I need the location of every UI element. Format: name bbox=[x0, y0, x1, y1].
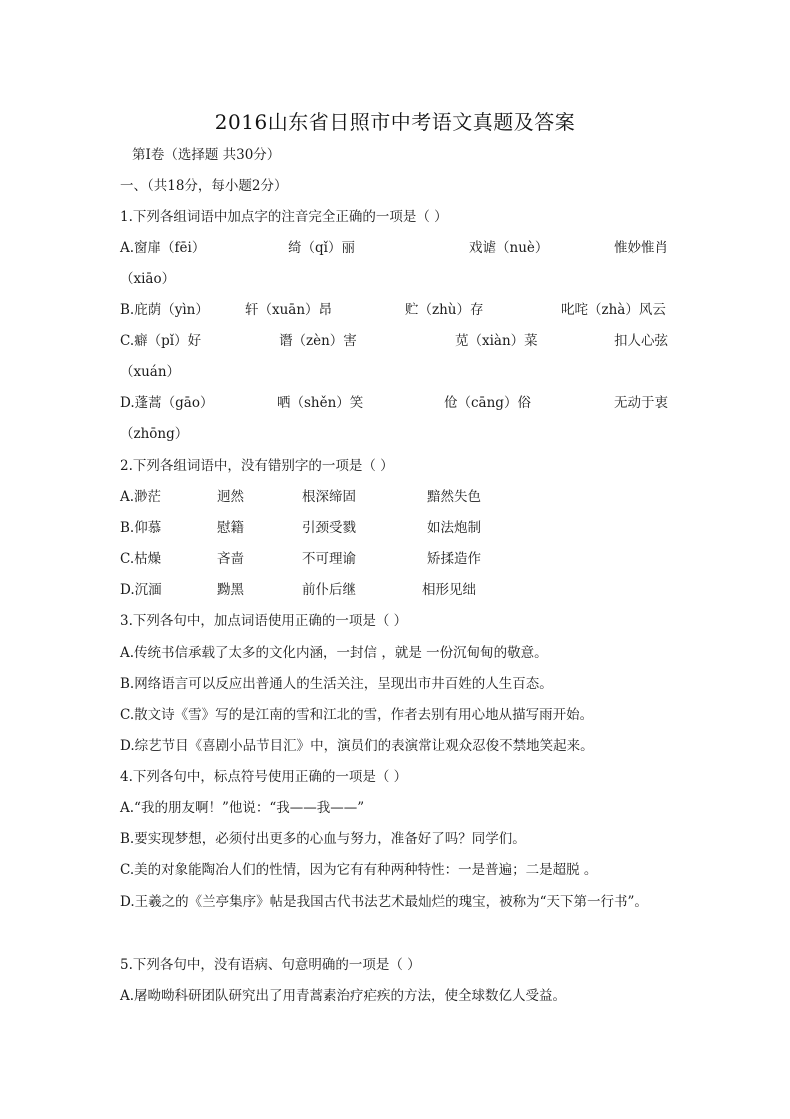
question-4-option-c: C.美的对象能陶冶人们的性情，因为它有有种两种特性：一是普遍；二是超脱 。 bbox=[120, 862, 598, 878]
option-c-word-3: 不可理谕 bbox=[302, 551, 356, 567]
question-2-option-c bbox=[0, 550, 790, 568]
question-5-stem: 5.下列各句中，没有语病、句意明确的一项是（ ） bbox=[120, 957, 421, 973]
option-c-item-2: 谮（zèn）害 bbox=[279, 333, 357, 349]
question-2-option-b bbox=[0, 519, 790, 537]
option-a-item-3: 戏谑（nuè） bbox=[469, 240, 549, 256]
question-1-option-d-continued: （zhōng） bbox=[120, 426, 189, 442]
question-1-option-c bbox=[0, 332, 790, 350]
question-3-option-c: C.散文诗《雪》写的是江南的雪和江北的雪，作者去别有用心地从描写雨开始。 bbox=[120, 707, 594, 723]
option-d-word-2: 黝黑 bbox=[217, 582, 244, 598]
section-heading: 一、（共18分，每小题2分） bbox=[120, 178, 288, 194]
option-c-item-3: 苋（xiàn）菜 bbox=[455, 333, 538, 349]
option-d-word-1: D.沉湎 bbox=[120, 582, 162, 598]
option-d-item-1: D.蓬蒿（gāo） bbox=[120, 395, 214, 411]
option-a-word-1: A.渺茫 bbox=[120, 489, 162, 505]
question-4-option-b: B.要实现梦想，必须付出更多的心血与努力，准备好了吗？同学们。 bbox=[120, 831, 526, 847]
option-a-item-4: 惟妙惟肖 bbox=[614, 240, 668, 256]
option-c-item-1: C.癖（pǐ）好 bbox=[120, 333, 202, 349]
question-5-option-a: A.屠呦呦科研团队研究出了用青蒿素治疗疟疾的方法，使全球数亿人受益。 bbox=[120, 988, 567, 1004]
question-2-option-d bbox=[0, 581, 790, 599]
option-a-item-2: 绮（qǐ）丽 bbox=[288, 240, 355, 256]
question-2-option-a bbox=[0, 488, 790, 506]
option-c-item-4: 扣人心弦 bbox=[614, 333, 668, 349]
option-b-item-2: 轩（xuān）昂 bbox=[245, 302, 333, 318]
option-c-word-4: 矫揉造作 bbox=[427, 551, 481, 567]
question-3-option-a: A.传统书信承载了太多的文化内涵，一封信 ，就是 一份沉甸甸的敬意。 bbox=[120, 645, 548, 661]
question-3-option-d: D.综艺节目《喜剧小品节目汇》中，演员们的表演常让观众忍俊不禁地笑起来。 bbox=[120, 738, 594, 754]
part-heading: 第Ⅰ卷（选择题 共30分） bbox=[132, 147, 281, 163]
option-d-item-3: 伧（cāng）俗 bbox=[444, 395, 531, 411]
option-b-word-2: 慰籍 bbox=[217, 520, 244, 536]
question-1-stem: 1.下列各组词语中加点字的注音完全正确的一项是（ ） bbox=[120, 209, 448, 225]
question-4-option-d: D.王羲之的《兰亭集序》帖是我国古代书法艺术最灿烂的瑰宝，被称为“天下第一行书”。 bbox=[120, 894, 648, 910]
question-4-option-a: A.“我的朋友啊！”他说：“我——我——” bbox=[120, 800, 365, 816]
option-d-word-4: 相形见绌 bbox=[422, 582, 476, 598]
question-2-stem: 2.下列各组词语中，没有错别字的一项是（ ） bbox=[120, 458, 394, 474]
option-a-word-2: 迥然 bbox=[217, 489, 244, 505]
option-d-item-2: 哂（shěn）笑 bbox=[277, 395, 364, 411]
option-d-word-3: 前仆后继 bbox=[302, 582, 356, 598]
option-b-item-4: 叱咤（zhà）风云 bbox=[561, 302, 666, 318]
option-b-word-1: B.仰慕 bbox=[120, 520, 162, 536]
question-1-option-a bbox=[0, 239, 790, 257]
option-b-word-3: 引颈受戮 bbox=[302, 520, 356, 536]
option-b-item-1: B.庇荫（yìn） bbox=[120, 302, 209, 318]
question-3-stem: 3.下列各句中，加点词语使用正确的一项是（ ） bbox=[120, 613, 408, 629]
option-c-word-2: 吝啬 bbox=[217, 551, 244, 567]
question-1-option-b bbox=[0, 301, 790, 319]
option-c-word-1: C.枯燥 bbox=[120, 551, 162, 567]
option-b-word-4: 如法炮制 bbox=[427, 520, 481, 536]
option-a-word-4: 黯然失色 bbox=[427, 489, 481, 505]
option-a-word-3: 根深缔固 bbox=[302, 489, 356, 505]
question-1-option-d bbox=[0, 394, 790, 412]
option-a-item-1: A.窗扉（fēi） bbox=[120, 240, 206, 256]
question-3-option-b: B.网络语言可以反应出普通人的生活关注，呈现出市井百姓的人生百态。 bbox=[120, 676, 553, 692]
question-1-option-c-continued: （xuán） bbox=[120, 364, 181, 380]
option-d-item-4: 无动于衷 bbox=[614, 395, 668, 411]
page-title: 2016山东省日照市中考语文真题及答案 bbox=[214, 110, 576, 134]
option-b-item-3: 贮（zhù）存 bbox=[405, 302, 484, 318]
question-1-option-a-continued: （xiāo） bbox=[120, 271, 176, 287]
question-4-stem: 4.下列各句中，标点符号使用正确的一项是（ ） bbox=[120, 769, 408, 785]
